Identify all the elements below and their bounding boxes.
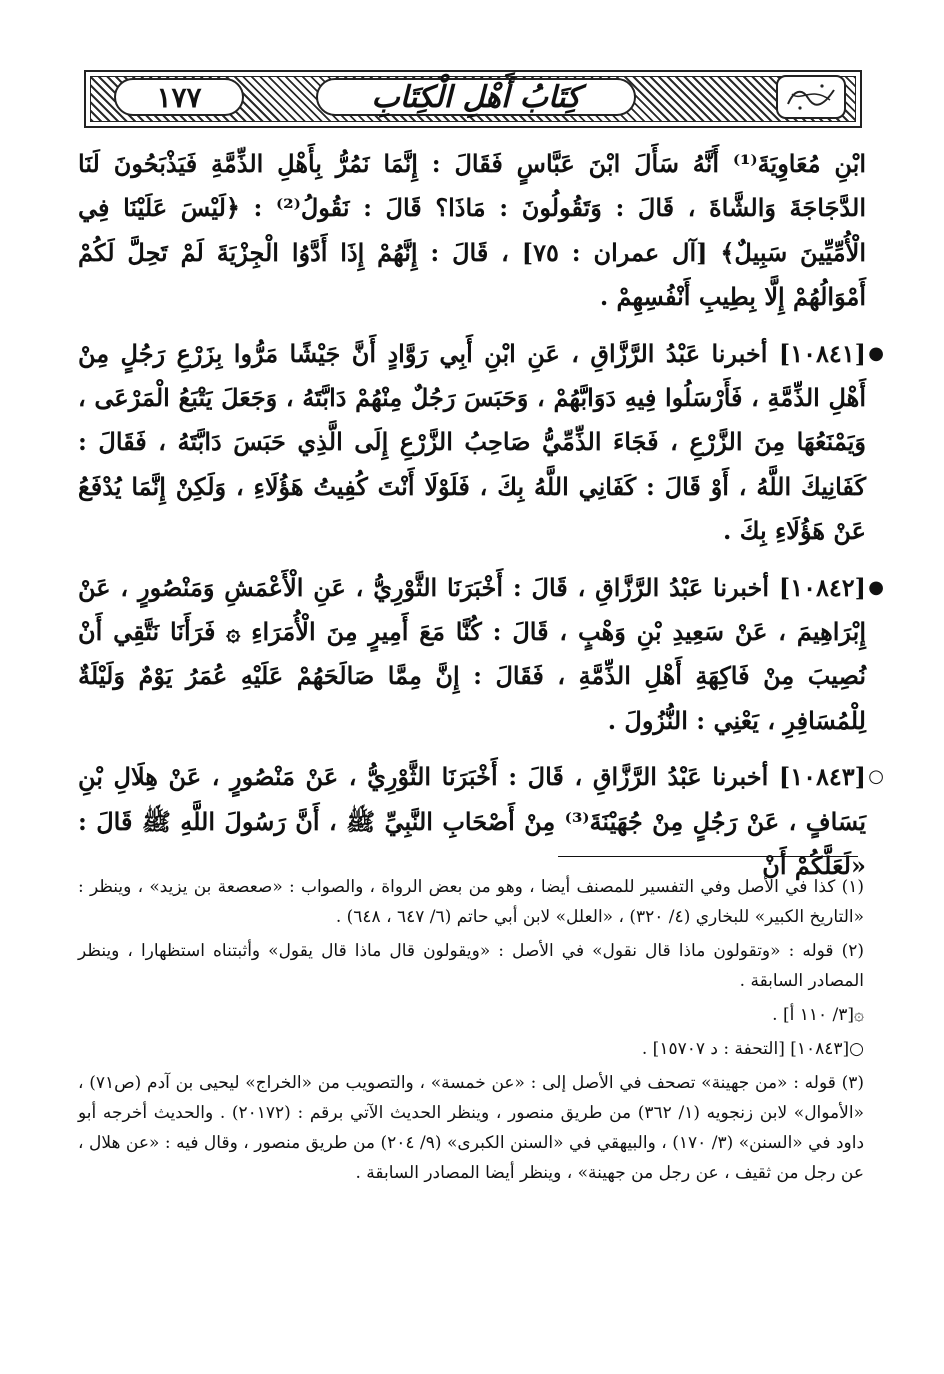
- book-title: كِتَابُ أَهْلِ الْكِتَابِ: [316, 78, 636, 116]
- hadith-10842: [78, 566, 884, 744]
- hadith-number-chain: [١٠٨٤١] أخبرنا عَبْدُ الرَّزَّاقِ ،: [571, 338, 866, 368]
- hadith-10843: [78, 755, 884, 888]
- logo-calligraphy-icon: [782, 80, 840, 114]
- footnotes: [78, 872, 864, 1188]
- footnote-3: (٣) قوله : «من جهينة» تصحف في الأصل إلى : «عن خمسة» ، والتصويب من «الخراج» ليحيى بن آدم (ص٧١) ، «الأموال» لابن زنجويه (١/ ٣٦٢) من طريق منصور ، وينظر الحديث الآتي برقم : (٢٠١٧٢) . والحديث أخرجه أبو داود في «السنن» (٣/ ١٧٠) ، والبيهقي في «السنن الكبرى» (٩/ ٢٠٤) من طريق منصور ، وقال فيه : «عن هلال ، عن رجل من ثقيف ، عن رجل من جهينة» ، وينظر أيضا المصادر السابقة .: [78, 1073, 865, 1183]
- hadith-10841: [78, 332, 884, 554]
- page-header: [84, 70, 862, 128]
- hadith-text: قَالَ : أَخْبَرَنَا الثَّوْرِيُّ ، عَنِ الْأَعْمَشِ وَمَنْصُورٍ ، عَنْ إِبْرَاهِيمَ ، عَنْ سَعِيدِ بْنِ وَهْبٍ ، قَالَ : كُنَّا مَعَ أَمِيرٍ مِنَ الْأُمَرَاءِ ۞ فَرَأَنَا نَتَّقِي أَنْ نُصِيبَ مِنْ فَاكِهَةِ أَهْلِ الذِّمَّةِ ، فَقَالَ : إِنَّ مِمَّا صَالَحَهُمْ عَلَيْهِ عُمَرُ يَوْمٌ وَلَيْلَةٌ لِلْمُسَافِرِ ، يَعْنِي : النُّزُولَ .: [78, 572, 866, 735]
- hadith-number-chain: [١٠٨٤٣] أخبرنا عَبْدُ الرَّزَّاقِ ،: [574, 762, 866, 792]
- hadith-text: قَالَ : أَخْبَرَنَا الثَّوْرِيُّ ، عَنْ مَنْصُورٍ ، عَنْ هِلَالِ بْنِ يَسَافٍ ، عَنْ رَجُلٍ مِنْ جُهَيْنَةَ⁽³⁾ مِنْ أَصْحَابِ النَّبِيِّ ﷺ ، أَنَّ رَسُولَ اللَّهِ ﷺ قَالَ : «لَعَلَّكُمْ أَنْ: [78, 762, 866, 881]
- footnote-2: (٢) قوله : «وتقولون ماذا قال نقول» في الأصل : «ويقولون قال ماذا قال يقول» وأثبتناه استظهارا ، وينظر المصادر السابقة .: [78, 941, 864, 991]
- main-text: [78, 142, 884, 889]
- footnote-separator: [558, 856, 858, 857]
- footnote-1: (١) كذا في الأصل وفي التفسير للمصنف أيضا ، وهو من بعض الرواة ، والصواب : «صعصعة بن يزيد» ، وينظر : «التاريخ الكبير» للبخاري (٤/ ٣٢٠) ، «العلل» لابن أبي حاتم (٦/ ٦٤٧ ، ٦٤٨) .: [78, 877, 864, 927]
- hadith-marker: ●: [868, 576, 884, 598]
- paragraph-text: ابْنِ مُعَاوِيَةَ⁽¹⁾ أَنَّهُ سَأَلَ ابْنَ عَبَّاسٍ فَقَالَ : إِنَّمَا نَمُرُّ بِأَهْلِ الذِّمَّةِ فَيَذْبَحُونَ لَنَا الدَّجَاجَةَ وَالشَّاةَ ، قَالَ : وَتَقُولُونَ : مَاذَا؟ قَالَ : نَقُولُ⁽²⁾ : ﴿لَيْسَ عَلَيْنَا فِي الْأُمِّيِّينَ سَبِيلٌ﴾ [آل عمران : ٧٥] ، قَالَ : إِنَّهُمْ إِذَا أَدَّوُا الْجِزْيَةَ لَمْ تَحِلَّ لَكُمْ أَمْوَالُهُمْ إِلَّا بِطِيبِ أَنْفُسِهِمْ .: [78, 149, 866, 312]
- paragraph-continuation: [78, 142, 866, 320]
- hadith-text: عَنِ ابْنِ أَبِي رَوَّادٍ أَنَّ جَيْشًا مَرُّوا بِزَرْعِ رَجُلٍ مِنْ أَهْلِ الذِّمَّةِ ، فَأَرْسَلُوا فِيهِ دَوَابَّهُمْ ، وَحَبَسَ رَجُلٌ مِنْهُمْ دَابَّتَهُ ، وَجَعَلَ يَتْبَعُ الْمَرْعَى ، وَيَمْنَعُهَا مِنَ الزَّرْعِ ، فَجَاءَ الذِّمِّيُّ صَاحِبُ الزَّرْعِ إِلَى الَّذِي حَبَسَ دَابَّتَهُ ، فَقَالَ : كَفَانِيكَ اللَّهُ ، أَوْ قَالَ : كَفَانِي اللَّهُ بِكَ ، فَلَوْلَا أَنْتَ كُفِيتُ هَؤُلَاءِ ، وَلَكِنْ إِنَّمَا يُدْفَعُ عَنْ هَؤُلَاءِ بِكَ .: [78, 338, 866, 546]
- footnote-tuhfa-reference: ○[١٠٨٤٣] [التحفة : د ١٥٧٠٧] .: [641, 1039, 864, 1059]
- logo-seal: [776, 75, 846, 119]
- hadith-number-chain: [١٠٨٤٢] أخبرنا عَبْدُ الرَّزَّاقِ ،: [577, 572, 867, 602]
- footnote-folio-reference: ۞[٣/ ١١٠ أ] .: [772, 1005, 864, 1025]
- hadith-marker: ●: [868, 342, 884, 364]
- hadith-marker: ○: [868, 766, 884, 788]
- page-number: ١٧٧: [114, 78, 244, 116]
